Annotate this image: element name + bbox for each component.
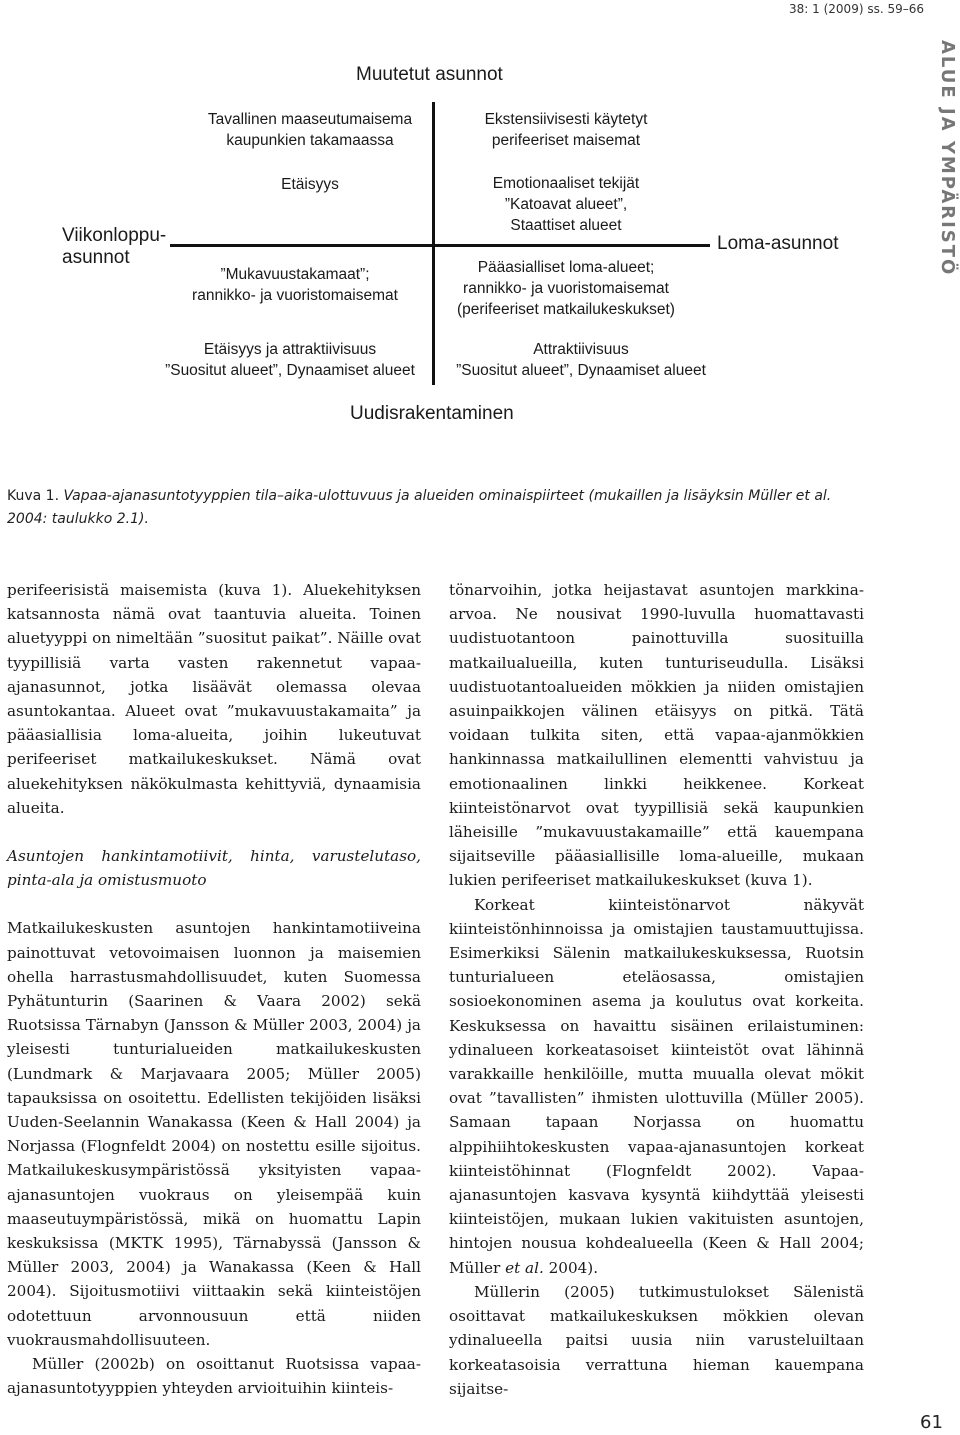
tr-line2: perifeeriset maisemat — [491, 132, 641, 149]
right-paragraph-2-text: Korkeat kiinteistönarvot näkyvät kiinteistönhinnoissa ja omistajien taustamuuttujissa. Esimerkiksi Sälenin matkailukeskuksessa, Ruotsin tunturialueen eteläosassa, omistajien sosioekonominen asema ja koulutus ovat korkeita. Keskuksessa on havaittu sisäinen erilaistuminen: ydinalueen korkeatasoiset kiinteistöt ovat lähinnä varakkaille henkilöille, mutta muualla olevat mökit ovat ”tavallisten” ihmisten ulottuvilla (Müller 2005). Samaan tapaan Norjassa on huomattu alppihiihtokeskusten vapaa-ajanasuntojen korkeat kiinteistöhinnat (Flognfeldt 2002). Vapaa-ajanasuntojen kasvava kysyntä kiihdyttää yleisesti kiinteistöjen, mukaan lukien vakituisten asuntojen, hintojen nousua kohdealueella (Keen & Hall 2004; Müller — [449, 895, 864, 1277]
right-paragraph-3: Müllerin (2005) tutkimustulokset Sälenistä osoittavat matkailukeskuksen mökkien olevan ydinalueella paitsi uusia niin varusteluiltaan korkeatasoisia verrattuna hieman kauempana sijaitse- — [449, 1282, 864, 1398]
page-number: 61 — [920, 1412, 943, 1433]
quadrant-bottom-right — [436, 339, 726, 381]
mr-line1: Pääasialliset loma-alueet; — [477, 259, 655, 276]
right-paragraph-1: tönarvoihin, jotka heijastavat asuntojen markkina-arvoa. Ne nousivat 1990-luvulla huomattavasti uudistuotantoon painottuvilla suosituilla matkailualueilla, kuten tunturiseudulla. Lisäksi uudistuotantoalueiden mökkien ja niiden omistajien asuinpaikkojen välinen etäisyys on pitkä. Tätä voidaan tulkita siten, että vapaa-ajanmökkien hankinnassa matkailullinen elementti vahvistuu ja emotionaalinen linkki heikkenee. Korkeat kiinteistönarvot ovat tyypillisiä sekä kaupunkien läheisille ”mukavuustakamaille” että kauempana sijaitseville pääasiallisille loma-alueille, mukaan lukien perifeeriset matkailukeskukset (kuva 1). — [449, 581, 864, 890]
mr-line2: rannikko- ja vuoristomaisemat — [463, 280, 669, 297]
ml-line2: rannikko- ja vuoristomaisemat — [192, 287, 398, 304]
tl-line3: Etäisyys — [281, 176, 339, 193]
vertical-axis — [432, 102, 435, 385]
tr-line4: ”Katoavat alueet”, — [504, 196, 628, 213]
bl-line1: Etäisyys ja attraktiivisuus — [203, 341, 377, 358]
figure-bottom-label: Uudisrakentaminen — [350, 403, 514, 424]
running-header: 38: 1 (2009) ss. 59–66 — [789, 2, 924, 16]
right-paragraph-2-end: 2004). — [548, 1258, 599, 1277]
right-paragraph-2 — [449, 893, 864, 1280]
tr-line3: Emotionaaliset tekijät — [492, 175, 640, 192]
quadrant-mid-right — [446, 257, 686, 320]
bl-line2: ”Suositut alueet”, Dynaamiset alueet — [165, 362, 415, 379]
tl-line2: kaupunkien takamaassa — [226, 132, 394, 149]
left-paragraph-1: perifeerisistä maisemista (kuva 1). Aluekehityksen katsannosta nämä ovat taantuvia alueita. Toinen aluetyyppi on nimeltään ”suositut paikat”. Näille ovat tyypillisiä varta vasten rakennetut vapaa-ajanasunnot, jotka lisäävät olemassa olevaa asuntokantaa. Alueet ovat ”mukavuustakamaita” ja pääasiallisia loma-alueita, joihin lukeutuvat perifeeriset matkailukeskukset. Nämä ovat aluekehityksen näkökulmasta kehittyviä, dynaamisia alueita. — [7, 581, 421, 817]
right-paragraph-2-italic: et al. — [505, 1258, 544, 1277]
ml-line1: ”Mukavuustakamaat”; — [220, 266, 370, 283]
horizontal-axis — [170, 244, 710, 247]
caption-label: Kuva 1. — [7, 488, 60, 504]
tr-line5: Staattiset alueet — [510, 217, 622, 234]
left-column — [7, 578, 421, 1401]
figure-left-label: Viikonloppu-asunnot — [62, 225, 167, 268]
figure-right-label: Loma-asunnot — [717, 233, 839, 254]
figure-caption — [7, 485, 869, 531]
figure-diagram — [0, 0, 900, 440]
br-line1: Attraktiivisuus — [533, 341, 629, 358]
section-heading: Asuntojen hankintamotiivit, hinta, varustelutaso, pinta-ala ja omistusmuoto — [7, 847, 421, 890]
quadrant-mid-left — [170, 264, 420, 306]
mr-line3: (perifeeriset matkailukeskukset) — [457, 301, 675, 318]
caption-text: Vapaa-ajanasuntotyyppien tila–aika-ulottuvuus ja alueiden ominaispiirteet (mukaillen ja lisäyksin Müller et al. 2004: taulukko 2.1). — [7, 488, 832, 527]
quadrant-top-right — [446, 109, 686, 236]
tr-line1: Ekstensiivisesti käytetyt — [484, 111, 648, 128]
left-paragraph-3: Müller (2002b) on osoittanut Ruotsissa vapaa-ajanasuntotyyppien yhteyden arvioituihin kiinteis- — [7, 1355, 421, 1398]
tl-line1: Tavallinen maaseutumaisema — [207, 111, 413, 128]
br-line2: ”Suositut alueet”, Dynaamiset alueet — [456, 362, 706, 379]
journal-side-title: ALUE JA YMPÄRISTÖ — [937, 40, 958, 277]
right-column — [449, 578, 864, 1401]
left-paragraph-2: Matkailukeskusten asuntojen hankintamotiiveina painottuvat vetovoimaisen luonnon ja maisemien ohella harrastusmahdollisuudet, kuten Suomessa Pyhätunturin (Saarinen & Vaara 2002) sekä Ruotsissa Tärnabyn (Jansson & Müller 2003, 2004) ja yleisesti tunturialueiden matkailukeskusten (Lundmark & Marjavaara 2005; Müller 2005) tapauksissa on osoitettu. Edellisten tekijöiden lisäksi Uuden-Seelannin Wanakassa (Keen & Hall 2004) ja Norjassa (Flognfeldt 2004) on nostettu esille sijoitus. Matkailukeskusympäristössä yksityisten vapaa-ajanasuntojen vuokraus on yleisempää kuin maaseutuympäristössä, mikä on huomattu Lapin keskuksissa (MKTK 1995), Tärnabyssä (Jansson & Müller 2003, 2004) ja Wanakassa (Keen & Hall 2004). Sijoitusmotiivi viittaakin sekä kiinteistöjen odotettuun arvonnousuun että niiden vuokrausmahdollisuuteen. — [7, 919, 421, 1349]
quadrant-top-left — [190, 109, 430, 195]
quadrant-bottom-left — [150, 339, 430, 381]
figure-top-label: Muutetut asunnot — [356, 64, 503, 85]
